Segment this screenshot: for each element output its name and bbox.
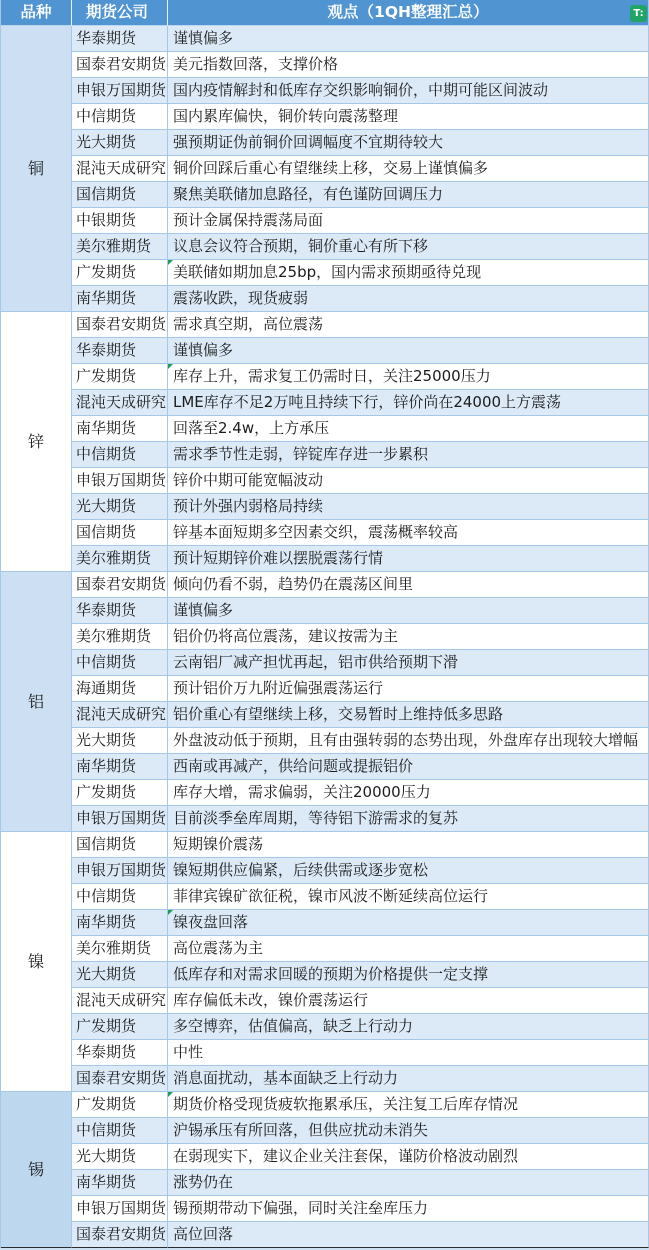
company-cell: 中信期货 [72,104,168,130]
comment-marker-icon [168,364,173,369]
viewpoint-cell [168,494,649,520]
viewpoint-text: LME库存不足2万吨且持续下行，锌价尚在24000上方震荡 [173,393,562,411]
viewpoint-cell [168,1118,649,1144]
watermark-icon: T: [630,5,647,22]
viewpoint-text: 在弱现实下，建议企业关注套保，谨防价格波动剧烈 [173,1147,519,1165]
viewpoint-text: 西南或再减产，供给问题或提振铝价 [173,757,414,775]
company-cell: 广发期货 [72,260,168,286]
company-cell: 申银万国期货 [72,858,168,884]
header-variety: 品种 [1,0,72,26]
company-cell: 混沌天成研究 [72,988,168,1014]
company-cell: 广发期货 [72,1092,168,1118]
company-cell: 光大期货 [72,728,168,754]
variety-cell: 镍 [1,832,72,1092]
viewpoint-cell [168,182,649,208]
viewpoint-cell [168,702,649,728]
viewpoint-text: 消息面扰动，基本面缺乏上行动力 [173,1069,399,1087]
company-cell: 南华期货 [72,416,168,442]
viewpoint-text: 预计金属保持震荡局面 [173,211,324,229]
viewpoint-text: 多空博弈，估值偏高，缺乏上行动力 [173,1017,414,1035]
company-cell: 国信期货 [72,832,168,858]
company-cell: 混沌天成研究 [72,156,168,182]
viewpoint-cell [168,52,649,78]
viewpoint-text: 需求季节性走弱，锌锭库存进一步累积 [173,445,429,463]
variety-cell: 铜 [1,26,72,312]
viewpoint-text: 谨慎偏多 [173,341,234,359]
viewpoint-cell [168,468,649,494]
company-cell: 国信期货 [72,520,168,546]
header-viewpoint [168,0,649,26]
viewpoint-text: 镍夜盘回落 [173,913,249,931]
viewpoint-text: 低库存和对需求回暖的预期为价格提供一定支撑 [173,965,489,983]
viewpoint-cell [168,1092,649,1118]
company-cell: 光大期货 [72,494,168,520]
variety-cell: 锡 [1,1092,72,1248]
company-cell: 申银万国期货 [72,468,168,494]
viewpoint-text: 锡预期带动下偏强，同时关注垒库压力 [173,1199,429,1217]
viewpoint-text: 谨慎偏多 [173,29,234,47]
viewpoint-text: 涨势仍在 [173,1173,234,1191]
company-cell: 申银万国期货 [72,806,168,832]
viewpoint-cell [168,1066,649,1092]
viewpoint-cell [168,858,649,884]
viewpoint-text: 外盘波动低于预期，且有由强转弱的态势出现，外盘库存出现较大增幅 [173,731,639,749]
viewpoint-text: 国内累库偏快，铜价转向震荡整理 [173,107,399,125]
viewpoint-cell [168,572,649,598]
company-cell: 广发期货 [72,780,168,806]
viewpoint-text: 锌价中期可能宽幅波动 [173,471,324,489]
viewpoint-cell [168,156,649,182]
viewpoint-text: 短期镍价震荡 [173,835,264,853]
viewpoint-cell [168,624,649,650]
viewpoint-text: 预计外强内弱格局持续 [173,497,324,515]
company-cell: 华泰期货 [72,1040,168,1066]
company-cell: 华泰期货 [72,338,168,364]
viewpoint-cell [168,390,649,416]
viewpoint-text: 国内疫情解封和低库存交织影响铜价，中期可能区间波动 [173,81,549,99]
company-cell: 国泰君安期货 [72,312,168,338]
viewpoint-text: 菲律宾镍矿欲征税，镍市风波不断延续高位运行 [173,887,489,905]
comment-marker-icon [168,910,173,915]
viewpoint-text: 期货价格受现货疲软拖累承压，关注复工后库存情况 [173,1095,519,1113]
company-cell: 美尔雅期货 [72,546,168,572]
viewpoint-text: 目前淡季垒库周期，等待铝下游需求的复苏 [173,809,459,827]
viewpoint-cell [168,26,649,52]
variety-cell: 锌 [1,312,72,572]
viewpoint-cell [168,1144,649,1170]
company-cell: 中信期货 [72,442,168,468]
company-cell: 中信期货 [72,1118,168,1144]
company-cell: 南华期货 [72,286,168,312]
viewpoint-text: 回落至2.4w，上方承压 [173,419,330,437]
company-cell: 南华期货 [72,1170,168,1196]
viewpoint-cell [168,754,649,780]
viewpoint-cell [168,78,649,104]
viewpoint-cell [168,130,649,156]
company-cell: 光大期货 [72,130,168,156]
header-viewpoint-label: 观点（1QH整理汇总） [327,2,489,21]
company-cell: 混沌天成研究 [72,390,168,416]
viewpoint-cell [168,442,649,468]
company-cell: 华泰期货 [72,598,168,624]
header-company: 期货公司 [72,0,168,26]
viewpoint-text: 震荡收跌，现货疲弱 [173,289,309,307]
viewpoint-cell [168,780,649,806]
viewpoint-text: 美联储如期加息25bp，国内需求预期亟待兑现 [173,263,482,281]
viewpoint-text: 预计短期锌价难以摆脱震荡行情 [173,549,384,567]
viewpoint-cell [168,910,649,936]
viewpoint-cell [168,806,649,832]
company-cell: 光大期货 [72,962,168,988]
viewpoint-text: 中性 [173,1043,204,1061]
company-cell: 海通期货 [72,676,168,702]
viewpoint-cell [168,1014,649,1040]
company-cell: 南华期货 [72,754,168,780]
viewpoint-text: 镍短期供应偏紧，后续供需或逐步宽松 [173,861,429,879]
viewpoint-cell [168,962,649,988]
viewpoint-text: 聚焦美联储加息路径，有色谨防回调压力 [173,185,444,203]
company-cell: 混沌天成研究 [72,702,168,728]
viewpoint-cell [168,598,649,624]
viewpoint-text: 高位回落 [173,1225,234,1243]
viewpoint-cell [168,650,649,676]
viewpoint-text: 议息会议符合预期，铜价重心有所下移 [173,237,429,255]
company-cell: 中银期货 [72,208,168,234]
viewpoint-text: 库存偏低未改，镍价震荡运行 [173,991,369,1009]
company-cell: 美尔雅期货 [72,624,168,650]
comment-marker-icon [168,260,173,265]
viewpoint-text: 锌基本面短期多空因素交织，震荡概率较高 [173,523,459,541]
company-cell: 美尔雅期货 [72,936,168,962]
company-cell: 申银万国期货 [72,78,168,104]
company-cell: 华泰期货 [72,26,168,52]
viewpoint-text: 铝价重心有望继续上移，交易暂时上维持低多思路 [173,705,504,723]
viewpoint-text: 库存上升，需求复工仍需时日，关注25000压力 [173,367,491,385]
viewpoint-text: 铜价回踩后重心有望继续上移，交易上谨慎偏多 [173,159,489,177]
company-cell: 中信期货 [72,884,168,910]
viewpoint-text: 云南铝厂减产担忧再起，铝市供给预期下滑 [173,653,459,671]
viewpoint-cell [168,260,649,286]
viewpoint-cell [168,364,649,390]
viewpoint-text: 强预期证伪前铜价回调幅度不宜期待较大 [173,133,444,151]
viewpoint-text: 沪锡承压有所回落，但供应扰动未消失 [173,1121,429,1139]
company-cell: 国信期货 [72,182,168,208]
company-cell: 申银万国期货 [72,1196,168,1222]
company-cell: 国泰君安期货 [72,1222,168,1248]
viewpoint-cell [168,988,649,1014]
viewpoint-text: 高位震荡为主 [173,939,264,957]
viewpoint-cell [168,520,649,546]
company-cell: 光大期货 [72,1144,168,1170]
viewpoint-text: 谨慎偏多 [173,601,234,619]
viewpoint-cell [168,208,649,234]
viewpoint-cell [168,832,649,858]
viewpoint-cell [168,338,649,364]
company-cell: 美尔雅期货 [72,234,168,260]
viewpoint-cell [168,1170,649,1196]
viewpoint-text: 需求真空期，高位震荡 [173,315,324,333]
variety-cell: 铝 [1,572,72,832]
viewpoint-cell [168,312,649,338]
viewpoint-cell [168,1222,649,1248]
viewpoint-cell [168,728,649,754]
company-cell: 中信期货 [72,650,168,676]
viewpoint-cell [168,416,649,442]
viewpoint-cell [168,104,649,130]
viewpoint-cell [168,676,649,702]
viewpoint-text: 倾向仍看不弱，趋势仍在震荡区间里 [173,575,414,593]
company-cell: 国泰君安期货 [72,1066,168,1092]
viewpoint-cell [168,286,649,312]
viewpoint-text: 铝价仍将高位震荡，建议按需为主 [173,627,399,645]
viewpoint-text: 美元指数回落，支撑价格 [173,55,339,73]
comment-marker-icon [168,1092,173,1097]
company-cell: 南华期货 [72,910,168,936]
viewpoint-cell [168,546,649,572]
viewpoint-cell [168,234,649,260]
company-cell: 广发期货 [72,1014,168,1040]
viewpoint-cell [168,1196,649,1222]
viewpoint-cell [168,936,649,962]
company-cell: 国泰君安期货 [72,52,168,78]
company-cell: 国泰君安期货 [72,572,168,598]
viewpoint-cell [168,884,649,910]
viewpoint-text: 预计铝价万九附近偏强震荡运行 [173,679,384,697]
viewpoint-text: 库存大增，需求偏弱，关注20000压力 [173,783,431,801]
viewpoint-cell [168,1040,649,1066]
company-cell: 广发期货 [72,364,168,390]
